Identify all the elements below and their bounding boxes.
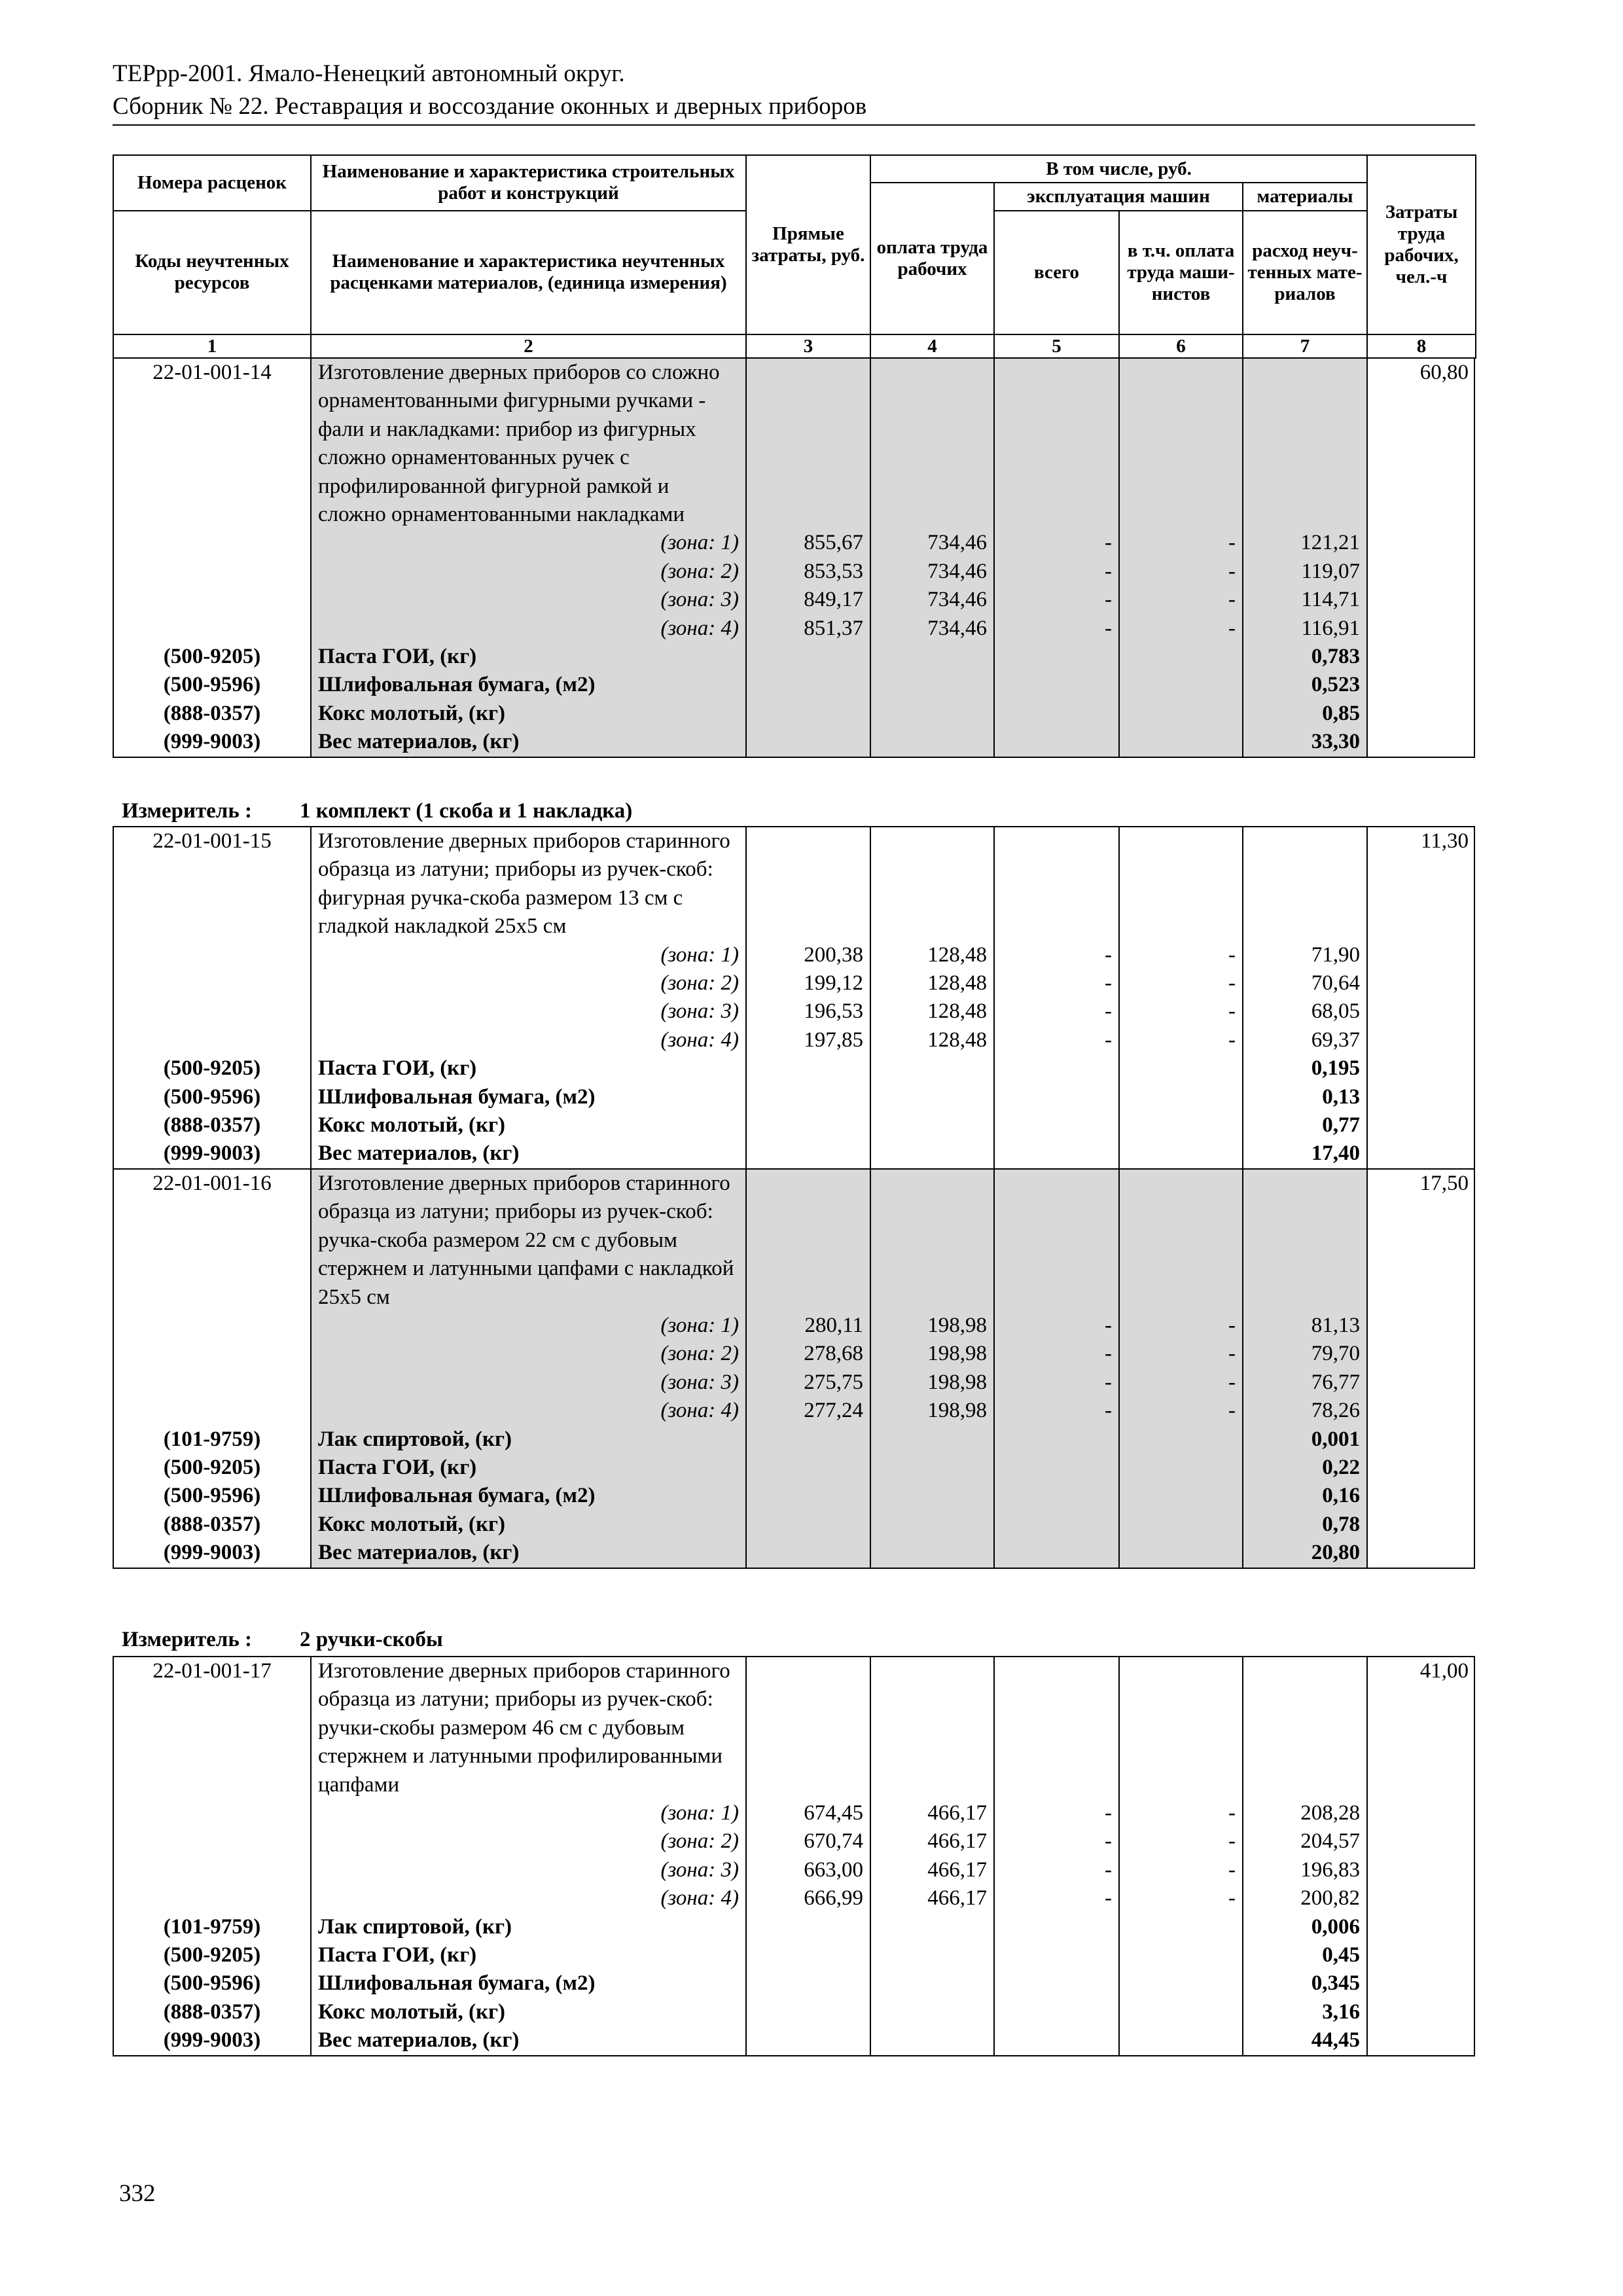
header-rule bbox=[113, 124, 1475, 126]
measure-unit: 1 комплект (1 скоба и 1 накладка) bbox=[300, 799, 633, 823]
col-material-name: Наименование и характеристика неучтенных расценками материалов, (единица измерения) bbox=[311, 211, 746, 334]
resource-name: Вес материалов, (кг) bbox=[311, 2026, 746, 2054]
resource-name: Лак спиртовой, (кг) bbox=[311, 1426, 746, 1454]
resource-code: (999-9003) bbox=[163, 2028, 261, 2053]
materials-cost: 114,71 bbox=[1243, 586, 1367, 614]
col-rate-numbers: Номера расценок bbox=[113, 155, 311, 211]
zone-label: (зона: 3) bbox=[311, 997, 746, 1026]
resource-consumption: 0,13 bbox=[1243, 1083, 1367, 1111]
zone-label: (зона: 1) bbox=[311, 529, 746, 557]
measure-line bbox=[122, 798, 632, 824]
rate-code: 22-01-001-16 bbox=[152, 1171, 272, 1195]
direct-costs: 280,11 bbox=[746, 1312, 870, 1340]
resource-code: (500-9205) bbox=[163, 1455, 261, 1479]
labor-pay: 734,46 bbox=[870, 615, 994, 643]
rate-name: Изготовление дверных приборов со сложно орнаментованными фигурными ручками - фали и накладками: прибор из фигурных сложно орнаментованных ручек с профилированной фигурной рамкой и сложно орнаментованными накладками bbox=[311, 359, 746, 529]
labor-pay: 734,46 bbox=[870, 529, 994, 557]
direct-costs: 199,12 bbox=[746, 969, 870, 997]
materials-cost: 76,77 bbox=[1243, 1369, 1367, 1397]
machine-labor: - bbox=[1119, 1340, 1243, 1368]
materials-cost: 81,13 bbox=[1243, 1312, 1367, 1340]
resource-consumption: 0,22 bbox=[1243, 1454, 1367, 1482]
measure-label: Измеритель : bbox=[122, 799, 253, 823]
resource-name: Шлифовальная бумага, (м2) bbox=[311, 1482, 746, 1510]
resource-code: (500-9205) bbox=[163, 1943, 261, 1967]
measure-line bbox=[122, 1626, 443, 1653]
col-machine-operation: эксплуатация машин bbox=[994, 183, 1243, 210]
materials-cost: 69,37 bbox=[1243, 1026, 1367, 1054]
resource-name: Паста ГОИ, (кг) bbox=[311, 1054, 746, 1083]
page-number: 332 bbox=[119, 2180, 156, 2207]
col-machine-total: всего bbox=[994, 211, 1119, 334]
zone-label: (зона: 4) bbox=[311, 1884, 746, 1912]
materials-cost: 204,57 bbox=[1243, 1827, 1367, 1856]
direct-costs: 663,00 bbox=[746, 1856, 870, 1884]
direct-costs: 853,53 bbox=[746, 558, 870, 586]
resource-code: (500-9596) bbox=[163, 1971, 261, 1996]
resource-name: Кокс молотый, (кг) bbox=[311, 1511, 746, 1539]
labor-pay: 734,46 bbox=[870, 586, 994, 614]
resource-name: Кокс молотый, (кг) bbox=[311, 1111, 746, 1139]
rate-block bbox=[113, 1656, 1475, 2056]
resource-consumption: 0,523 bbox=[1243, 671, 1367, 699]
labor-costs: 41,00 bbox=[1367, 1657, 1475, 1799]
col-machine-labor: в т.ч. оплата труда маши-нистов bbox=[1119, 211, 1243, 334]
resource-code: (500-9205) bbox=[163, 645, 261, 669]
direct-costs: 851,37 bbox=[746, 615, 870, 643]
col-number: 3 bbox=[746, 334, 870, 358]
labor-pay: 128,48 bbox=[870, 969, 994, 997]
machine-labor: - bbox=[1119, 997, 1243, 1026]
materials-cost: 208,28 bbox=[1243, 1799, 1367, 1827]
direct-costs: 197,85 bbox=[746, 1026, 870, 1054]
col-including: В том числе, руб. bbox=[870, 155, 1367, 183]
resource-consumption: 3,16 bbox=[1243, 1998, 1367, 2026]
machine-total: - bbox=[994, 1397, 1119, 1425]
resource-code: (999-9003) bbox=[163, 1141, 261, 1166]
direct-costs: 196,53 bbox=[746, 997, 870, 1026]
resource-consumption: 17,40 bbox=[1243, 1139, 1367, 1168]
zone-label: (зона: 2) bbox=[311, 1827, 746, 1856]
resource-code: (101-9759) bbox=[163, 1427, 261, 1451]
machine-total: - bbox=[994, 941, 1119, 969]
col-resource-codes: Коды неучтенных ресурсов bbox=[113, 211, 311, 334]
col-labor-pay: оплата труда рабочих bbox=[870, 183, 994, 334]
machine-labor: - bbox=[1119, 969, 1243, 997]
resource-code: (500-9596) bbox=[163, 1085, 261, 1109]
machine-labor: - bbox=[1119, 1827, 1243, 1856]
machine-total: - bbox=[994, 1827, 1119, 1856]
rate-name: Изготовление дверных приборов старинного образца из латуни; приборы из ручек-скоб: ручка-скоба размером 22 см с дубовым стержнем и латунными цапфами с накладкой 25х5 см bbox=[311, 1169, 746, 1312]
resource-code: (500-9596) bbox=[163, 673, 261, 697]
labor-pay: 128,48 bbox=[870, 997, 994, 1026]
col-number: 4 bbox=[870, 334, 994, 358]
machine-total: - bbox=[994, 615, 1119, 643]
col-materials-unaccounted: расход неуч-тенных мате-риалов bbox=[1243, 211, 1367, 334]
resource-name: Кокс молотый, (кг) bbox=[311, 1998, 746, 2026]
resource-code: (888-0357) bbox=[163, 701, 261, 725]
zone-label: (зона: 1) bbox=[311, 1799, 746, 1827]
zone-label: (зона: 3) bbox=[311, 1369, 746, 1397]
labor-pay: 198,98 bbox=[870, 1312, 994, 1340]
resource-code: (500-9596) bbox=[163, 1484, 261, 1508]
machine-labor: - bbox=[1119, 1312, 1243, 1340]
machine-total: - bbox=[994, 997, 1119, 1026]
resource-consumption: 0,77 bbox=[1243, 1111, 1367, 1139]
measure-unit: 2 ручки-скобы bbox=[300, 1628, 443, 1651]
materials-cost: 196,83 bbox=[1243, 1856, 1367, 1884]
resource-name: Лак спиртовой, (кг) bbox=[311, 1913, 746, 1941]
direct-costs: 200,38 bbox=[746, 941, 870, 969]
labor-pay: 734,46 bbox=[870, 558, 994, 586]
labor-pay: 128,48 bbox=[870, 1026, 994, 1054]
zone-label: (зона: 1) bbox=[311, 1312, 746, 1340]
direct-costs: 275,75 bbox=[746, 1369, 870, 1397]
direct-costs: 666,99 bbox=[746, 1884, 870, 1912]
materials-cost: 119,07 bbox=[1243, 558, 1367, 586]
machine-total: - bbox=[994, 1856, 1119, 1884]
labor-pay: 466,17 bbox=[870, 1884, 994, 1912]
labor-pay: 466,17 bbox=[870, 1827, 994, 1856]
resource-consumption: 0,85 bbox=[1243, 700, 1367, 728]
direct-costs: 849,17 bbox=[746, 586, 870, 614]
resource-name: Шлифовальная бумага, (м2) bbox=[311, 671, 746, 699]
rate-code: 22-01-001-15 bbox=[152, 829, 272, 853]
resource-name: Вес материалов, (кг) bbox=[311, 1139, 746, 1168]
rate-code: 22-01-001-14 bbox=[152, 361, 272, 384]
labor-pay: 466,17 bbox=[870, 1856, 994, 1884]
machine-labor: - bbox=[1119, 529, 1243, 557]
labor-costs: 11,30 bbox=[1367, 827, 1475, 941]
col-number: 2 bbox=[311, 334, 746, 358]
resource-consumption: 0,195 bbox=[1243, 1054, 1367, 1083]
zone-label: (зона: 2) bbox=[311, 1340, 746, 1368]
resource-name: Паста ГОИ, (кг) bbox=[311, 1941, 746, 1969]
direct-costs: 278,68 bbox=[746, 1340, 870, 1368]
resource-consumption: 20,80 bbox=[1243, 1539, 1367, 1567]
zone-label: (зона: 4) bbox=[311, 1026, 746, 1054]
resource-name: Паста ГОИ, (кг) bbox=[311, 643, 746, 671]
labor-costs: 60,80 bbox=[1367, 359, 1475, 529]
col-number: 7 bbox=[1243, 334, 1367, 358]
resource-code: (888-0357) bbox=[163, 1113, 261, 1138]
resource-code: (101-9759) bbox=[163, 1914, 261, 1939]
resource-name: Кокс молотый, (кг) bbox=[311, 700, 746, 728]
materials-cost: 71,90 bbox=[1243, 941, 1367, 969]
resource-name: Шлифовальная бумага, (м2) bbox=[311, 1083, 746, 1111]
resource-consumption: 0,783 bbox=[1243, 643, 1367, 671]
machine-total: - bbox=[994, 1026, 1119, 1054]
labor-pay: 128,48 bbox=[870, 941, 994, 969]
resource-consumption: 0,16 bbox=[1243, 1482, 1367, 1510]
resource-consumption: 0,006 bbox=[1243, 1913, 1367, 1941]
table-column-header bbox=[113, 154, 1476, 359]
machine-total: - bbox=[994, 1369, 1119, 1397]
resource-name: Шлифовальная бумага, (м2) bbox=[311, 1969, 746, 1998]
machine-labor: - bbox=[1119, 1026, 1243, 1054]
resource-code: (888-0357) bbox=[163, 1512, 261, 1536]
resource-consumption: 0,001 bbox=[1243, 1426, 1367, 1454]
materials-cost: 116,91 bbox=[1243, 615, 1367, 643]
materials-cost: 200,82 bbox=[1243, 1884, 1367, 1912]
machine-total: - bbox=[994, 586, 1119, 614]
rate-name: Изготовление дверных приборов старинного образца из латуни; приборы из ручек-скоб: фигурная ручка-скоба размером 13 см с гладкой накладкой 25х5 см bbox=[311, 827, 746, 941]
col-number: 6 bbox=[1119, 334, 1243, 358]
resource-name: Паста ГОИ, (кг) bbox=[311, 1454, 746, 1482]
machine-labor: - bbox=[1119, 1799, 1243, 1827]
zone-label: (зона: 4) bbox=[311, 615, 746, 643]
zone-label: (зона: 3) bbox=[311, 1856, 746, 1884]
materials-cost: 68,05 bbox=[1243, 997, 1367, 1026]
machine-labor: - bbox=[1119, 558, 1243, 586]
col-number: 1 bbox=[113, 334, 311, 358]
machine-labor: - bbox=[1119, 1369, 1243, 1397]
machine-labor: - bbox=[1119, 586, 1243, 614]
zone-label: (зона: 3) bbox=[311, 586, 746, 614]
direct-costs: 674,45 bbox=[746, 1799, 870, 1827]
materials-cost: 121,21 bbox=[1243, 529, 1367, 557]
resource-consumption: 0,78 bbox=[1243, 1511, 1367, 1539]
rate-name: Изготовление дверных приборов старинного образца из латуни; приборы из ручек-скоб: ручки-скобы размером 46 см с дубовым стержнем и латунными профилированными цапфами bbox=[311, 1657, 746, 1799]
direct-costs: 670,74 bbox=[746, 1827, 870, 1856]
zone-label: (зона: 4) bbox=[311, 1397, 746, 1425]
col-work-name: Наименование и характеристика строительных работ и конструкций bbox=[311, 155, 746, 211]
resource-code: (999-9003) bbox=[163, 1541, 261, 1565]
col-number: 8 bbox=[1367, 334, 1476, 358]
labor-pay: 466,17 bbox=[870, 1799, 994, 1827]
machine-labor: - bbox=[1119, 941, 1243, 969]
labor-costs: 17,50 bbox=[1367, 1169, 1475, 1312]
resource-consumption: 0,45 bbox=[1243, 1941, 1367, 1969]
col-direct-costs: Прямые затраты, руб. bbox=[746, 155, 870, 334]
resource-code: (999-9003) bbox=[163, 730, 261, 754]
machine-labor: - bbox=[1119, 1856, 1243, 1884]
machine-labor: - bbox=[1119, 615, 1243, 643]
machine-total: - bbox=[994, 1884, 1119, 1912]
labor-pay: 198,98 bbox=[870, 1397, 994, 1425]
col-labor-costs: Затраты труда рабочих, чел.-ч bbox=[1367, 155, 1476, 334]
machine-labor: - bbox=[1119, 1397, 1243, 1425]
labor-pay: 198,98 bbox=[870, 1340, 994, 1368]
measure-label: Измеритель : bbox=[122, 1628, 253, 1651]
col-number: 5 bbox=[994, 334, 1119, 358]
resource-name: Вес материалов, (кг) bbox=[311, 728, 746, 756]
materials-cost: 79,70 bbox=[1243, 1340, 1367, 1368]
direct-costs: 855,67 bbox=[746, 529, 870, 557]
collection-title: Сборник № 22. Реставрация и воссоздание оконных и дверных приборов bbox=[113, 93, 867, 120]
labor-pay: 198,98 bbox=[870, 1369, 994, 1397]
resource-consumption: 33,30 bbox=[1243, 728, 1367, 756]
rate-code: 22-01-001-17 bbox=[152, 1659, 272, 1683]
col-materials: материалы bbox=[1243, 183, 1367, 210]
machine-labor: - bbox=[1119, 1884, 1243, 1912]
materials-cost: 70,64 bbox=[1243, 969, 1367, 997]
zone-label: (зона: 1) bbox=[311, 941, 746, 969]
resource-code: (500-9205) bbox=[163, 1056, 261, 1081]
machine-total: - bbox=[994, 969, 1119, 997]
rate-block bbox=[113, 826, 1475, 1569]
resource-consumption: 44,45 bbox=[1243, 2026, 1367, 2054]
machine-total: - bbox=[994, 558, 1119, 586]
zone-label: (зона: 2) bbox=[311, 558, 746, 586]
zone-label: (зона: 2) bbox=[311, 969, 746, 997]
machine-total: - bbox=[994, 529, 1119, 557]
document-title: ТЕРрр-2001. Ямало-Ненецкий автономный округ. bbox=[113, 60, 625, 87]
machine-total: - bbox=[994, 1340, 1119, 1368]
resource-name: Вес материалов, (кг) bbox=[311, 1539, 746, 1567]
direct-costs: 277,24 bbox=[746, 1397, 870, 1425]
machine-total: - bbox=[994, 1799, 1119, 1827]
resource-code: (888-0357) bbox=[163, 2000, 261, 2024]
resource-consumption: 0,345 bbox=[1243, 1969, 1367, 1998]
rate-block bbox=[113, 359, 1475, 758]
machine-total: - bbox=[994, 1312, 1119, 1340]
materials-cost: 78,26 bbox=[1243, 1397, 1367, 1425]
